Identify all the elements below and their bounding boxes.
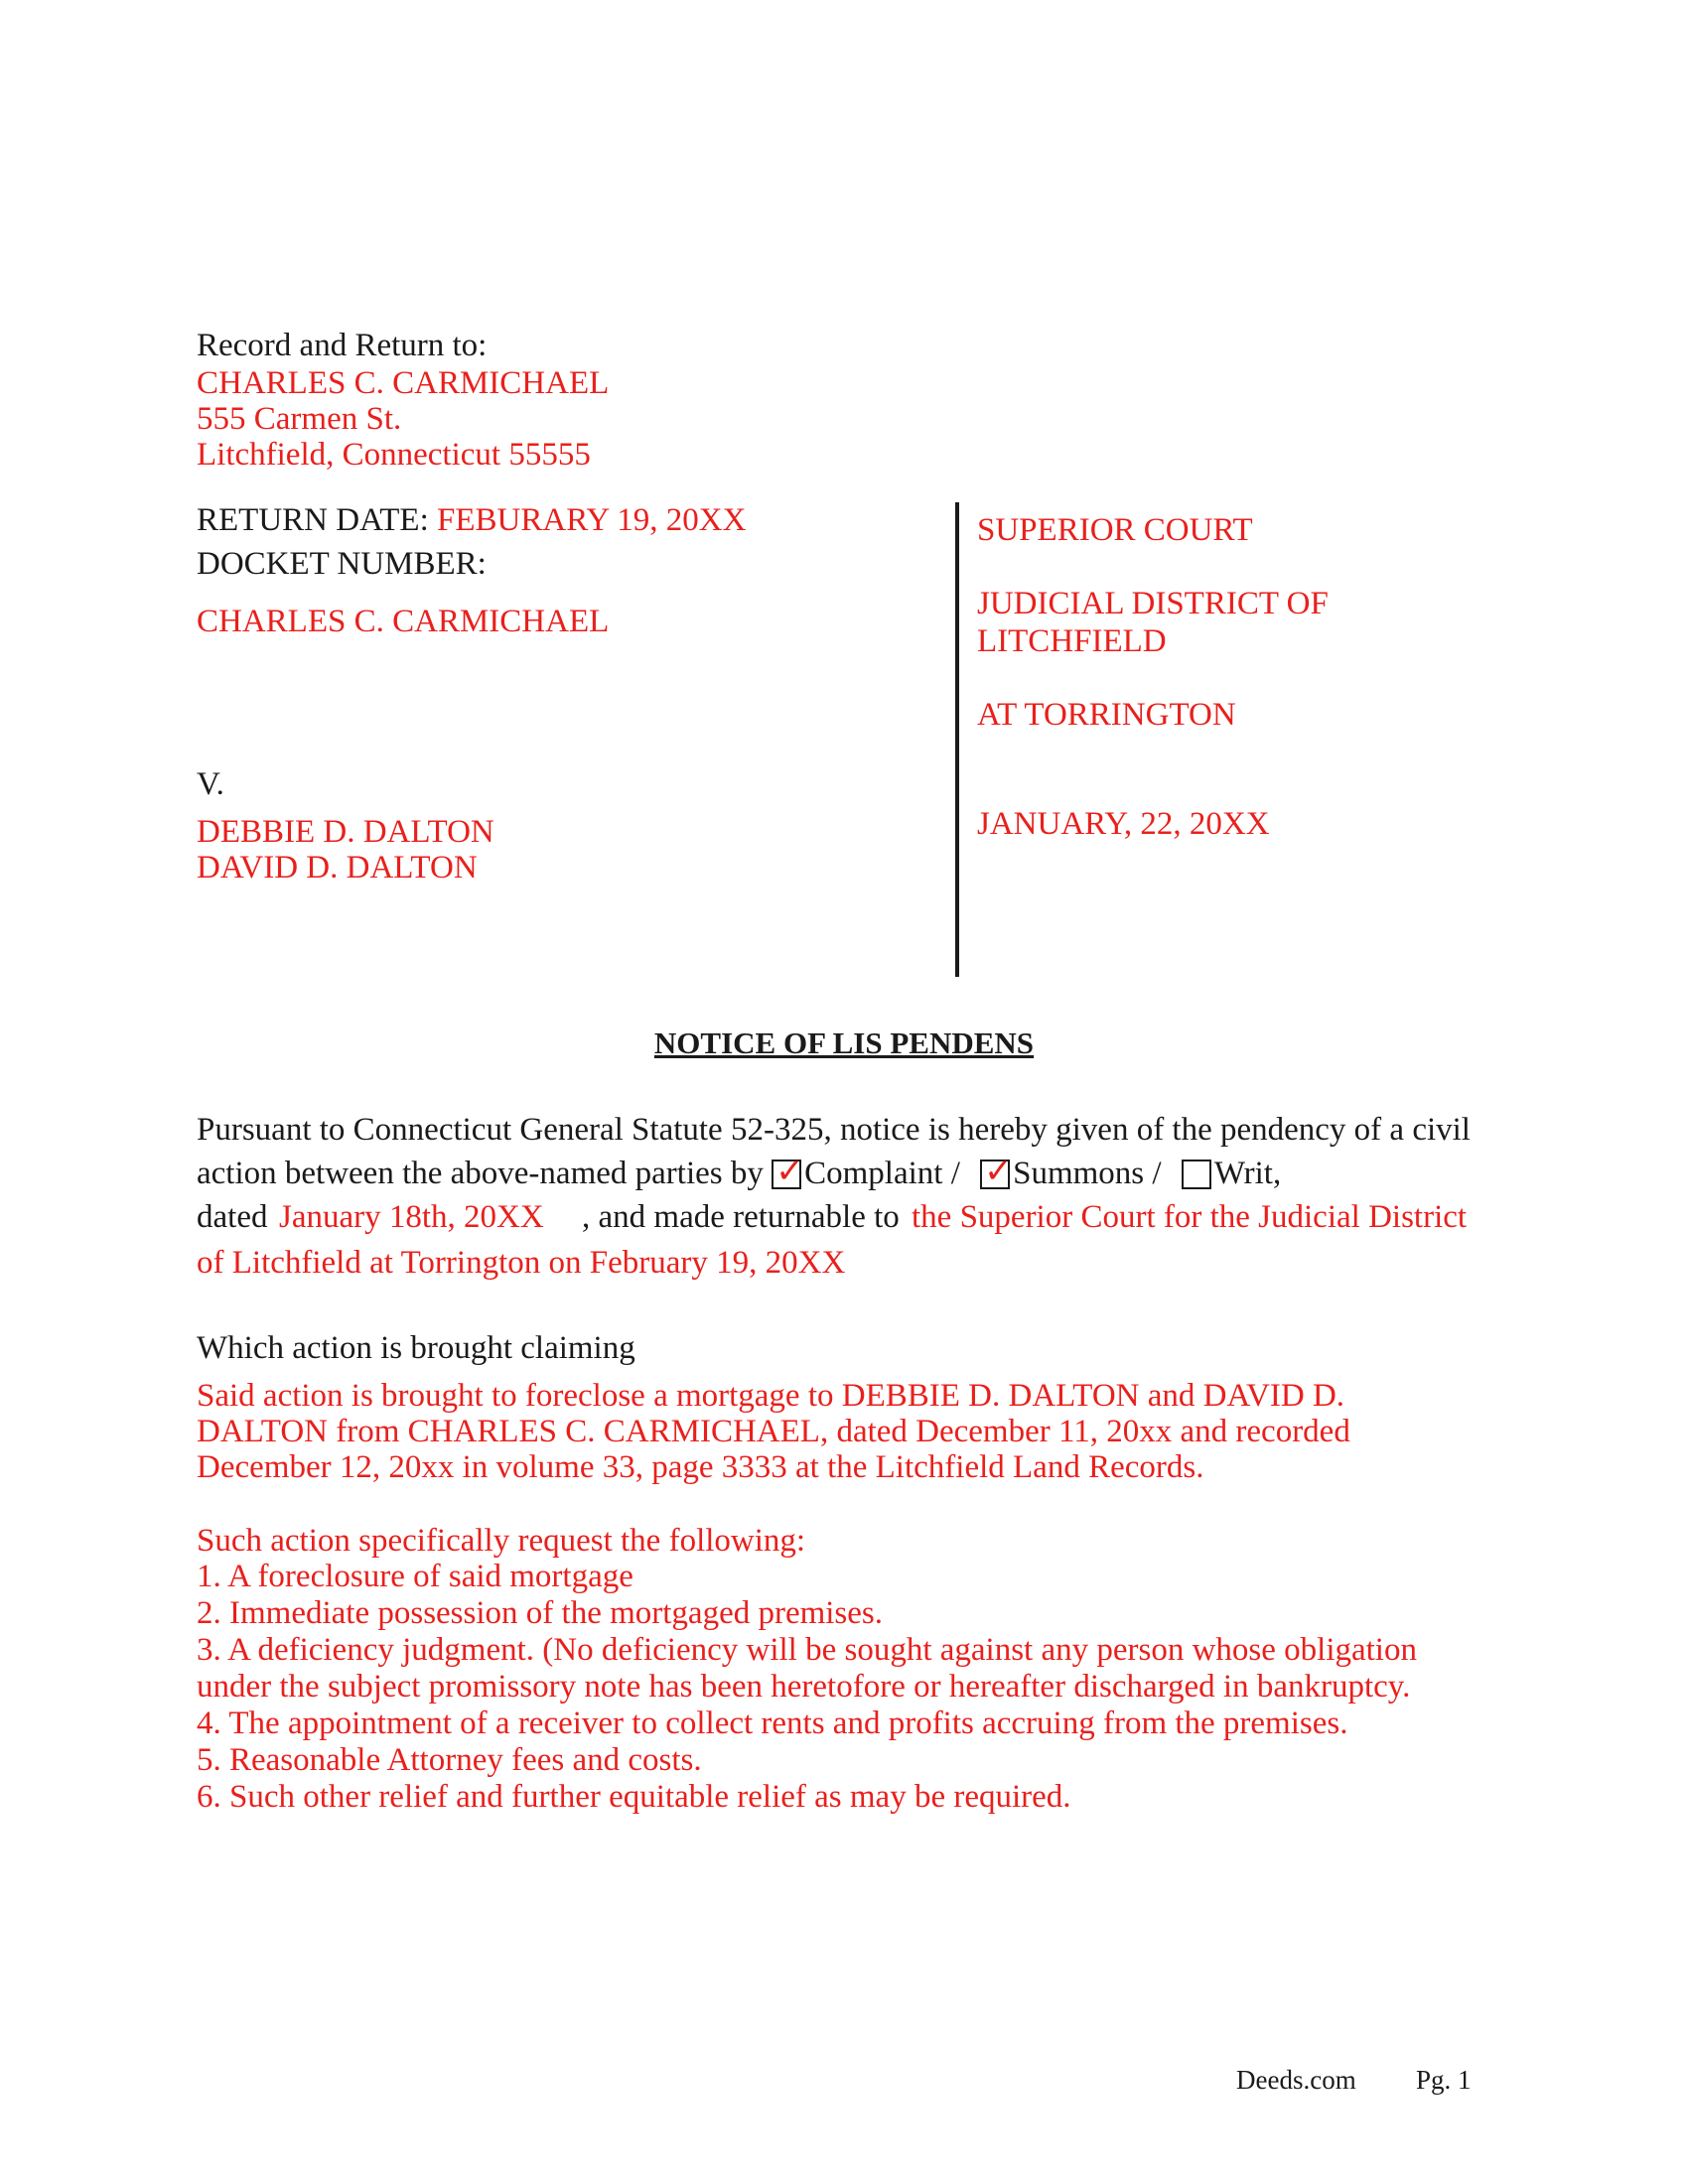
returnable-value-line-1: the Superior Court for the Judicial District: [912, 1199, 1468, 1235]
claim-line-1: Said action is brought to foreclose a mortgage to DEBBIE D. DALTON and DAVID D.: [197, 1378, 1345, 1414]
notice-title-text: NOTICE OF LIS PENDENS: [653, 1025, 1035, 1060]
option-summons-label: Summons /: [1013, 1156, 1162, 1191]
claim-line-3: December 12, 20xx in volume 33, page 3333 at the Litchfield Land Records.: [197, 1449, 1204, 1485]
plaintiff-name: CHARLES C. CARMICHAEL: [197, 604, 610, 639]
returnable-value-line-2: of Litchfield at Torrington on February 19, 20XX: [197, 1245, 846, 1281]
statute-line-1: Pursuant to Connecticut General Statute 52-325, notice is hereby given of the pendency of a civil: [197, 1112, 1471, 1148]
request-item: under the subject promissory note has been heretofore or hereafter discharged in bankruptcy.: [197, 1669, 1411, 1705]
footer-site: Deeds.com: [1236, 2065, 1356, 2095]
return-street: 555 Carmen St.: [197, 401, 402, 437]
returnable-label: , and made returnable to: [582, 1199, 900, 1235]
parties-prefix: action between the above-named parties by: [197, 1156, 764, 1191]
checkbox-summons[interactable]: [980, 1152, 1013, 1191]
check-icon: ✓: [984, 1152, 1013, 1191]
request-item: 4. The appointment of a receiver to collect rents and profits accruing from the premises.: [197, 1706, 1348, 1741]
request-item: 1. A foreclosure of said mortgage: [197, 1559, 633, 1594]
request-item: 5. Reasonable Attorney fees and costs.: [197, 1742, 702, 1778]
footer-page-number: Pg. 1: [1416, 2065, 1472, 2095]
check-icon: ✓: [775, 1152, 804, 1191]
claim-line-2: DALTON from CHARLES C. CARMICHAEL, dated December 11, 20xx and recorded: [197, 1414, 1350, 1449]
statute-line-2: [197, 1152, 1282, 1192]
request-item: 2. Immediate possession of the mortgaged premises.: [197, 1595, 884, 1631]
return-date-row: [197, 502, 746, 539]
return-city: Litchfield, Connecticut 55555: [197, 437, 591, 473]
caption-divider: [955, 502, 959, 977]
dated-value: January 18th, 20XX: [279, 1199, 544, 1235]
defendant-1: DEBBIE D. DALTON: [197, 814, 494, 850]
return-date-value: FEBURARY 19, 20XX: [437, 502, 747, 538]
option-complaint-label: Complaint /: [804, 1156, 960, 1191]
request-item: 3. A deficiency judgment. (No deficiency will be sought against any person whose obligation: [197, 1632, 1417, 1668]
defendant-2: DAVID D. DALTON: [197, 850, 478, 886]
caption-date: JANUARY, 22, 20XX: [977, 806, 1270, 842]
requests-intro: Such action specifically request the following:: [197, 1523, 806, 1559]
record-return-label: Record and Return to:: [197, 328, 488, 363]
return-date-label: RETURN DATE:: [197, 502, 437, 538]
district-line-1: JUDICIAL DISTRICT OF: [977, 586, 1329, 621]
checkbox-complaint[interactable]: [772, 1152, 804, 1191]
option-writ-label: Writ,: [1213, 1156, 1282, 1191]
docket-number-label: DOCKET NUMBER:: [197, 546, 487, 582]
checkbox-writ[interactable]: [1182, 1160, 1211, 1189]
return-name: CHARLES C. CARMICHAEL: [197, 365, 610, 401]
request-item: 6. Such other relief and further equitable relief as may be required.: [197, 1779, 1071, 1815]
dated-label: dated: [197, 1199, 268, 1235]
claiming-label: Which action is brought claiming: [197, 1330, 635, 1366]
notice-title: [0, 1025, 1688, 1061]
versus-label: V.: [197, 766, 224, 802]
court-name: SUPERIOR COURT: [977, 512, 1253, 548]
district-line-2: LITCHFIELD: [977, 623, 1167, 659]
court-location: AT TORRINGTON: [977, 697, 1236, 733]
